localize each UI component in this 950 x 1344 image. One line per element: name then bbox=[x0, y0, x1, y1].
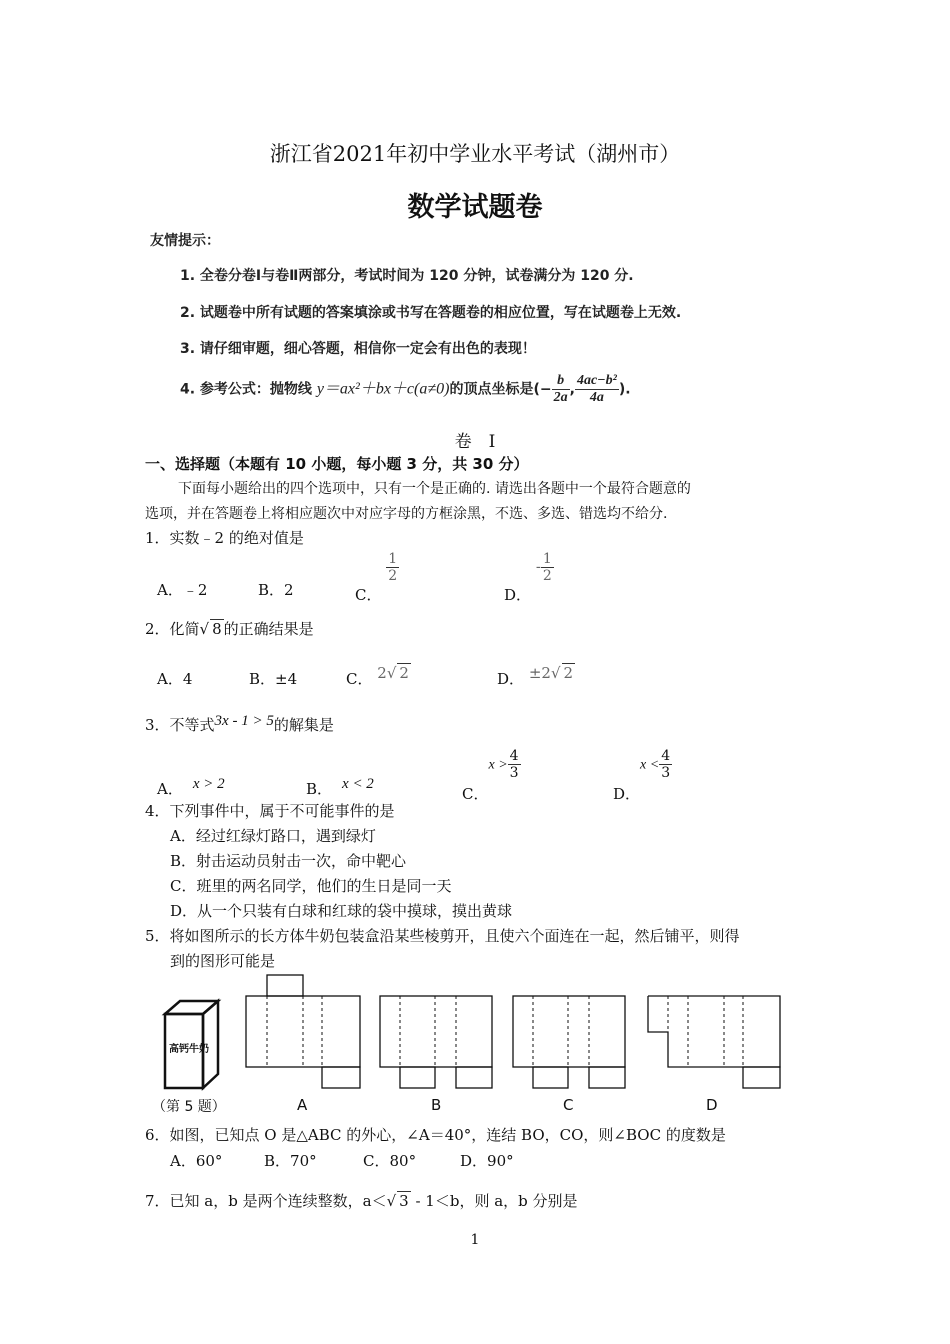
q2-option-d-radicand: 2 bbox=[563, 664, 574, 682]
q2-option-a: A．4 bbox=[157, 670, 193, 688]
q4-option-d: D．从一个只装有白球和红球的袋中摸球，摸出黄球 bbox=[170, 902, 513, 920]
q3-option-a-label: A． bbox=[157, 780, 183, 798]
part1-instruction-1: 下面每小题给出的四个选项中，只有一个是正确的. 请选出各题中一个最符合题意的 bbox=[178, 481, 691, 497]
q1-d-num: 1 bbox=[542, 551, 552, 567]
q5-stem-line1: 5．将如图所示的长方体牛奶包装盒沿某些棱剪开，且使六个面连在一起，然后铺平，则得 bbox=[145, 927, 740, 945]
part1-instruction-2: 选项，并在答题卷上将相应题次中对应字母的方框涂黑，不选、多选、错选均不给分. bbox=[145, 506, 668, 522]
q6-option-b: B．70° bbox=[264, 1152, 317, 1170]
vertex-y-num: 4ac−b² bbox=[576, 373, 617, 388]
tips-heading: 友情提示： bbox=[150, 233, 220, 249]
net-a-drawing bbox=[246, 975, 360, 1088]
q7-stem-pre: 7．已知 a，b 是两个连续整数，a＜ bbox=[145, 1192, 387, 1210]
section-title: 卷 I bbox=[454, 432, 496, 452]
milk-box-label: 高钙牛奶 bbox=[169, 1044, 209, 1055]
q7-stem: 7．已知 a，b 是两个连续整数，a＜√ 3 - 1＜b，则 a，b 分别是 bbox=[145, 1192, 578, 1210]
q1-option-d-fraction bbox=[541, 551, 554, 584]
q1-d-den: 2 bbox=[542, 568, 552, 584]
q3-c-num: 4 bbox=[509, 748, 519, 764]
q3-option-d-expr: x < bbox=[640, 757, 660, 773]
q2-option-c-radicand: 2 bbox=[399, 664, 409, 682]
vertex-x-fraction bbox=[552, 373, 570, 406]
q3-option-d-fraction bbox=[659, 748, 672, 781]
q4-option-a: A．经过红绿灯路口，遇到绿灯 bbox=[170, 827, 376, 845]
q1-c-num: 1 bbox=[388, 551, 398, 567]
q4-stem: 4．下列事件中，属于不可能事件的是 bbox=[145, 802, 395, 820]
q6-option-c: C．80° bbox=[363, 1152, 417, 1170]
q3-option-c-fraction bbox=[508, 748, 521, 781]
page-subtitle: 数学试题卷 bbox=[407, 192, 543, 223]
tip-item-1: 1. 全卷分卷Ⅰ与卷Ⅱ两部分，考试时间为 120 分钟，试卷满分为 120 分. bbox=[180, 268, 634, 284]
page-number: 1 bbox=[470, 1232, 480, 1248]
q7-stem-radicand: 3 bbox=[399, 1192, 409, 1210]
tip-item-4: 4. 参考公式：抛物线 y＝ax²＋bx＋c(a≠0)的顶点坐标是(− $\frac{b}{2a}$ , $\frac{\text{4ac−b²}}{4a}$ ). bbox=[180, 373, 631, 405]
q1-option-b: B．2 bbox=[258, 581, 294, 599]
q3-stem-post: 的解集是 bbox=[273, 716, 334, 734]
q3-d-num: 4 bbox=[661, 748, 671, 764]
tip-item-4-mid: 的顶点坐标是(− bbox=[449, 381, 552, 398]
q3-stem-expr: 3x - 1 > 5 bbox=[214, 713, 274, 729]
q2-stem-post: 的正确结果是 bbox=[223, 620, 314, 638]
q1-stem: 1．实数﹣2 的绝对值是 bbox=[145, 529, 304, 547]
q2-option-d-coef: ±2 bbox=[528, 664, 551, 682]
q3-option-b bbox=[306, 772, 374, 798]
q4-option-c: C．班里的两名同学，他们的生日是同一天 bbox=[170, 877, 452, 895]
tip-item-2: 2. 试题卷中所有试题的答案填涂或书写在答题卷的相应位置，写在试题卷上无效. bbox=[180, 305, 682, 321]
q4-option-b: B．射击运动员射击一次，命中靶心 bbox=[170, 852, 407, 870]
page-title: 浙江省2021年初中学业水平考试（湖州市） bbox=[269, 142, 681, 166]
q3-option-a-expr: x > 2 bbox=[192, 776, 225, 792]
net-b-drawing bbox=[380, 996, 492, 1088]
q6-option-a: A．60° bbox=[170, 1152, 223, 1170]
q1-option-d-sign: - bbox=[535, 557, 541, 576]
tip-item-4-end: ). bbox=[618, 381, 631, 398]
q5-stem-line2: 到的图形可能是 bbox=[170, 952, 276, 970]
q2-option-c-coef: 2 bbox=[377, 664, 387, 682]
q5-figure-caption: （第 5 题） bbox=[152, 1099, 226, 1115]
q5-label-b: B bbox=[431, 1096, 442, 1114]
q3-d-den: 3 bbox=[661, 765, 671, 781]
q5-label-c: C bbox=[563, 1096, 574, 1114]
vertex-y-fraction bbox=[575, 373, 619, 406]
vertex-x-den: 2a bbox=[553, 390, 568, 405]
q3-option-d bbox=[613, 748, 672, 803]
net-d-drawing bbox=[648, 996, 780, 1088]
tip-item-4-formula: y＝ax²＋bx＋c(a≠0) bbox=[316, 380, 450, 398]
q2-stem-pre: 2．化简 bbox=[145, 620, 200, 638]
q3-option-a bbox=[157, 772, 225, 798]
q2-stem-radicand: 8 bbox=[212, 620, 222, 638]
part1-heading: 一、选择题（本题有 10 小题，每小题 3 分，共 30 分） bbox=[145, 455, 529, 473]
q2-option-c-label: C． bbox=[346, 670, 373, 688]
q2-option-d: D． ±2√ 2 bbox=[497, 664, 574, 688]
vertex-y-den: 4a bbox=[589, 390, 604, 405]
q3-stem-pre: 3．不等式 bbox=[145, 716, 215, 734]
tip-item-3: 3. 请仔细审题，细心答题，相信你一定会有出色的表现！ bbox=[180, 341, 536, 357]
q6-option-d: D．90° bbox=[460, 1152, 514, 1170]
q5-label-d: D bbox=[706, 1096, 718, 1114]
q1-option-c-fraction bbox=[386, 551, 399, 584]
q1-option-d bbox=[504, 551, 554, 604]
q3-option-c-label: C． bbox=[462, 784, 489, 803]
q2-option-b: B．±4 bbox=[249, 670, 298, 688]
q1-option-d-label: D． bbox=[504, 585, 532, 604]
q3-c-den: 3 bbox=[509, 765, 519, 781]
q5-label-a: A bbox=[297, 1096, 308, 1114]
q2-option-d-label: D． bbox=[497, 670, 525, 688]
q7-stem-post: - 1＜b，则 a，b 分别是 bbox=[410, 1192, 578, 1210]
q6-stem: 6．如图，已知点 O 是△ABC 的外心，∠A＝40°，连结 BO，CO，则∠BOC 的度数是 bbox=[145, 1126, 726, 1144]
tip-item-4-prefix: 4. 参考公式：抛物线 bbox=[180, 381, 312, 398]
q1-option-c-label: C． bbox=[355, 585, 382, 604]
vertex-x-num: b bbox=[552, 373, 570, 390]
q3-option-c-expr: x > bbox=[488, 757, 508, 773]
q1-option-a: A．﹣2 bbox=[157, 581, 208, 599]
q2-stem: 2．化简√ 8 的正确结果是 bbox=[145, 620, 314, 638]
net-c-drawing bbox=[513, 996, 625, 1088]
q3-option-d-label: D． bbox=[613, 784, 641, 803]
q3-option-b-expr: x < 2 bbox=[342, 776, 374, 792]
q3-stem bbox=[145, 714, 334, 735]
q3-option-b-label: B． bbox=[306, 780, 333, 798]
q2-option-c: C． 2√ 2 bbox=[346, 664, 409, 688]
q3-option-c bbox=[462, 748, 521, 803]
q1-c-den: 2 bbox=[388, 568, 398, 584]
q1-option-c bbox=[355, 551, 399, 604]
